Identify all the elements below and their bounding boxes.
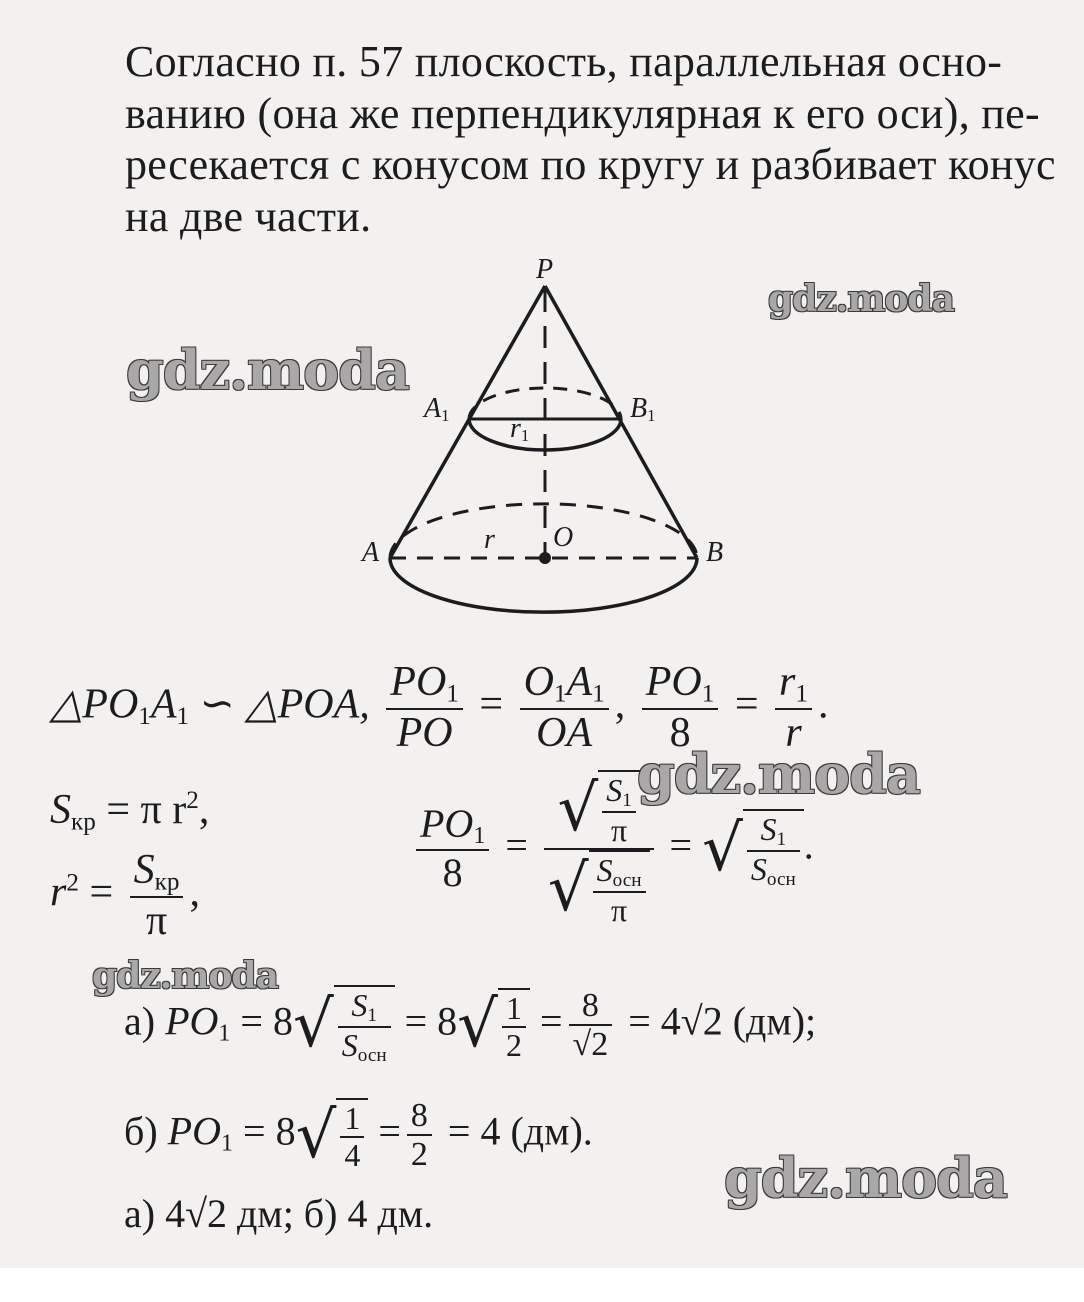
page-bottom-margin <box>0 1268 1084 1302</box>
fraction-O1A1-OA: $\frac{O_1A_1}{OA}$ <box>520 660 609 756</box>
label-B1: $B_1$ <box>630 393 656 426</box>
ratio-sqrt-equation: $\frac{PO_1}{8}$ = √ $\frac{S_1}{\pi}$ √ $\frac{S_{осн}}{\pi}$ = √ $\frac{S_1}{S_{осн}}$ . <box>410 770 814 928</box>
area-formula: $S_{кр} = \pi$ $r^2$, <box>50 786 210 836</box>
label-A: A <box>362 537 380 568</box>
center-point-O <box>539 552 551 564</box>
watermark-3: gdz.moda <box>637 742 920 806</box>
intro-line-4: на две части. <box>125 191 372 241</box>
label-r: r <box>484 524 495 555</box>
base-front-arc <box>390 558 697 612</box>
intro-line-3: ресекается с конусом по кругу и разбивает конус <box>125 140 1056 189</box>
final-answer: а) 4√2 дм; б) 4 дм. <box>124 1191 434 1236</box>
label-A1: $A_1$ <box>424 393 450 426</box>
label-r1: $r_1$ <box>510 413 530 446</box>
watermark-2: gdz.moda <box>768 278 954 320</box>
watermark-1: gdz.moda <box>126 338 409 402</box>
watermark-5: gdz.moda <box>724 1146 1007 1210</box>
answer-b-line: б) $PO_1 = 8√$ $\frac{1}{4}$ = $\frac{8}{2}$ = 4 (дм). <box>124 1097 593 1173</box>
label-B: B <box>706 537 724 568</box>
fraction-r1-r: $\frac{r_1}{r}$ <box>775 660 812 756</box>
fraction-PO1-8: $\frac{PO_1}{8}$ <box>642 660 719 756</box>
intro-line-2: ванию (она же перпендикулярная к его оси), пе- <box>125 88 1040 138</box>
label-P: P <box>536 254 554 285</box>
fraction-PO1-PO: $\frac{PO_1}{PO}$ <box>386 660 463 756</box>
similarity-equation: $\triangle PO_1A_1$ ∽ △POA, $\frac{PO_1}{PO}$ = $\frac{O_1A_1}{OA}$ , $\frac{PO_1}{8}$ = $\frac{r_1}{r}$ . <box>50 659 829 756</box>
answer-a-line: а) $PO_1 = 8√$ $\frac{S_1}{S_{осн}}$ = 8√ $\frac{1}{2}$ = $\frac{8}{√2}$ = 4√2 (дм); <box>124 986 817 1066</box>
radius-squared-formula: $r^2$ = $\frac{S_{кр}}{\pi}$ , <box>50 847 200 944</box>
intro-line-1: Согласно п. 57 плоскость, параллельная осно- <box>125 37 1003 86</box>
label-O: O <box>553 522 574 553</box>
watermark-4: gdz.moda <box>92 955 278 997</box>
